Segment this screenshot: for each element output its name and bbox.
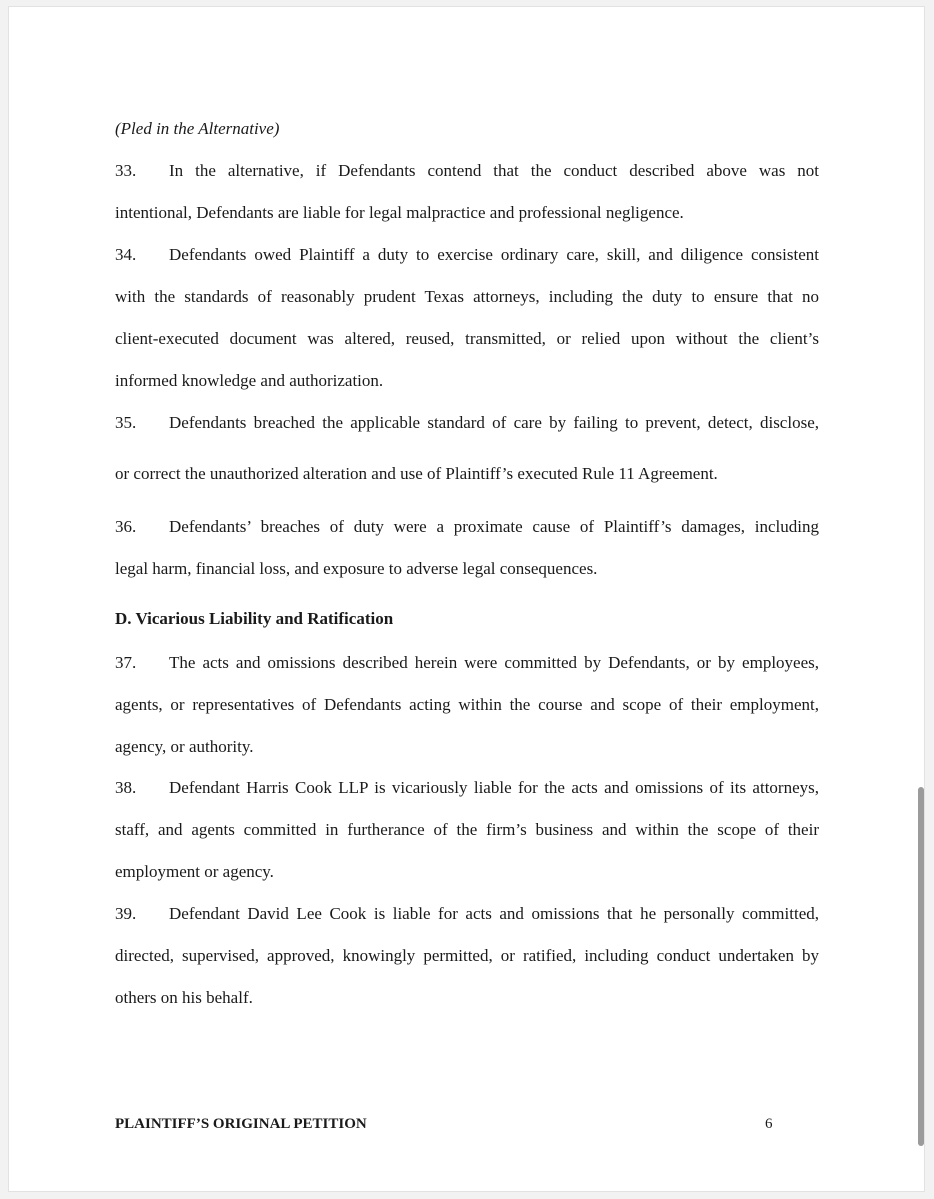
paragraph-36-line-1: 36. Defendants’ breaches of duty were a proximate cause of Plaintiff’s damages, including [115,517,819,536]
section-heading: D. Vicarious Liability and Ratification [115,609,394,628]
paragraph-number: 39. [115,904,137,923]
paragraph-34-line-3: client-executed document was altered, reused, transmitted, or relied upon without the client’s [115,329,819,348]
paragraph-39-line-2: directed, supervised, approved, knowingly permitted, or ratified, including conduct undertaken by [115,946,819,965]
paragraph-number: 37. [115,653,137,672]
paragraph-35-line-2: or correct the unauthorized alteration and use of Plaintiff’s executed Rule 11 Agreement. [115,464,718,483]
paragraph-39-line-1: 39. Defendant David Lee Cook is liable for acts and omissions that he personally committed, [115,904,819,923]
paragraph-number: 34. [115,245,137,264]
paragraph-36-line-2: legal harm, financial loss, and exposure to adverse legal consequences. [115,559,598,578]
paragraph-number: 33. [115,161,137,180]
footer-title: PLAINTIFF’S ORIGINAL PETITION [115,1116,367,1132]
document-page [8,6,925,1192]
paragraph-38-line-1: 38. Defendant Harris Cook LLP is vicariously liable for the acts and omissions of its attorneys, [115,778,819,797]
page-number: 6 [765,1116,773,1132]
paragraph-37-line-1: 37. The acts and omissions described herein were committed by Defendants, or by employees, [115,653,819,672]
paragraph-34-line-4: informed knowledge and authorization. [115,371,384,390]
paragraph-number: 38. [115,778,137,797]
paragraph-34-line-1: 34. Defendants owed Plaintiff a duty to exercise ordinary care, skill, and diligence consistent [115,245,819,264]
paragraph-37-line-3: agency, or authority. [115,737,254,756]
paragraph-38-line-3: employment or agency. [115,862,274,881]
paragraph-39-line-3: others on his behalf. [115,988,253,1007]
paragraph-33-line-1: 33. In the alternative, if Defendants contend that the conduct described above was not [115,161,819,180]
paragraph-number: 36. [115,517,137,536]
vertical-scrollbar[interactable] [918,787,924,1146]
subheading: (Pled in the Alternative) [115,119,280,138]
paragraph-37-line-2: agents, or representatives of Defendants acting within the course and scope of their employment, [115,695,819,714]
paragraph-34-line-2: with the standards of reasonably prudent Texas attorneys, including the duty to ensure that no [115,287,819,306]
paragraph-number: 35. [115,413,137,432]
paragraph-33-line-2: intentional, Defendants are liable for legal malpractice and professional negligence. [115,203,684,222]
paragraph-35-line-1: 35. Defendants breached the applicable standard of care by failing to prevent, detect, disclose, [115,413,819,432]
paragraph-38-line-2: staff, and agents committed in furtherance of the firm’s business and within the scope of their [115,820,819,839]
